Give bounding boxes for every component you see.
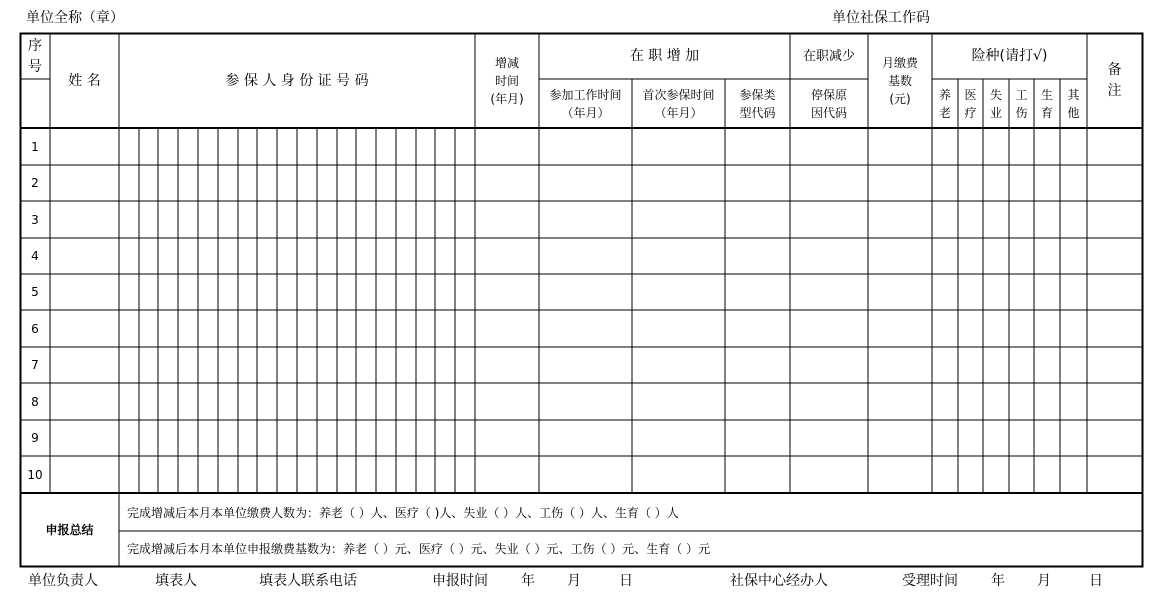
col-increase-group-header: 在 职 增 加 xyxy=(629,48,700,64)
footer-filler-phone-label: 填表人联系电话 xyxy=(259,573,357,589)
injury-line1: 工 xyxy=(1015,87,1028,102)
col-injury-header xyxy=(1009,79,1034,128)
col-seq-header xyxy=(20,34,50,79)
org-name-label: 单位全称（章） xyxy=(26,10,124,26)
col-decrease-group-header: 在职减少 xyxy=(802,48,855,64)
stop-reason-line1: 停保原 xyxy=(810,87,847,102)
insured-type-line1: 参保类 xyxy=(739,87,776,102)
col-unemployment-header xyxy=(983,79,1009,128)
row-number: 1 xyxy=(31,140,39,154)
row-number: 8 xyxy=(31,394,39,409)
col-insured-type-header xyxy=(725,79,790,128)
change-time-line2: 时间 xyxy=(494,74,519,88)
row-number: 10 xyxy=(27,467,43,482)
row-number: 5 xyxy=(31,285,39,299)
footer-accept-day: 日 xyxy=(1089,573,1103,589)
monthly-base-line3: (元) xyxy=(889,92,911,106)
summary-headcount-line: 完成增减后本月本单位缴费人数为：养老（ ）人、医疗（ )人、失业（ ）人、工伤（ ）人、生育（ ）人 xyxy=(127,506,679,520)
pension-line1: 养 xyxy=(938,87,951,102)
footer-responsible-label: 单位负责人 xyxy=(28,573,98,589)
first-insured-time-line2: （年月） xyxy=(654,105,703,120)
row-number: 2 xyxy=(31,176,39,190)
pension-line2: 老 xyxy=(938,105,951,120)
footer-accept-time-label: 受理时间 xyxy=(902,573,958,589)
col-other-header xyxy=(1060,79,1087,128)
col-change-time-header xyxy=(475,34,539,128)
footer-accept-month: 月 xyxy=(1037,573,1051,589)
row-number: 4 xyxy=(31,249,39,263)
footer-report-time-label: 申报时间 xyxy=(432,573,488,589)
seq-header-line1: 序 xyxy=(28,37,42,54)
maternity-line2: 育 xyxy=(1040,105,1053,120)
join-work-time-line2: （年月） xyxy=(561,105,610,120)
footer-report-day: 日 xyxy=(619,573,633,589)
col-stop-reason-header xyxy=(790,79,868,128)
insured-type-line2: 型代码 xyxy=(739,105,776,120)
col-remark-header xyxy=(1087,34,1142,128)
row-number: 9 xyxy=(31,431,39,445)
row-number: 6 xyxy=(31,321,39,336)
col-insurance-group-header: 险种(请打√) xyxy=(971,48,1048,64)
other-line1: 其 xyxy=(1067,87,1080,102)
footer-center-handler-label: 社保中心经办人 xyxy=(730,573,828,589)
stop-reason-line2: 因代码 xyxy=(810,105,847,120)
col-join-work-time-header xyxy=(539,79,632,128)
summary-label: 申报总结 xyxy=(45,523,94,537)
col-medical-header xyxy=(958,79,983,128)
join-work-time-line1: 参加工作时间 xyxy=(549,87,622,102)
footer-report-year: 年 xyxy=(521,573,535,589)
row-number: 3 xyxy=(31,212,39,227)
medical-line2: 疗 xyxy=(964,105,977,120)
first-insured-time-line1: 首次参保时间 xyxy=(642,87,715,102)
monthly-base-line2: 基数 xyxy=(887,74,912,88)
seq-header-line2: 号 xyxy=(28,58,42,75)
maternity-line1: 生 xyxy=(1040,87,1053,102)
row-number: 7 xyxy=(31,358,39,372)
footer-report-month: 月 xyxy=(567,573,581,589)
remark-line1: 备 xyxy=(1107,62,1122,78)
injury-line2: 伤 xyxy=(1015,105,1028,120)
remark-line2: 注 xyxy=(1107,83,1122,99)
medical-line1: 医 xyxy=(964,87,977,102)
footer-filler-label: 填表人 xyxy=(155,573,197,589)
col-first-insured-time-header xyxy=(632,79,725,128)
col-name-header: 姓 名 xyxy=(68,72,101,89)
col-id-number-header: 参 保 人 身 份 证 号 码 xyxy=(225,72,369,89)
col-monthly-base-header xyxy=(868,34,932,128)
other-line2: 他 xyxy=(1067,105,1080,120)
change-time-line3: (年月) xyxy=(490,92,524,106)
org-code-label: 单位社保工作码 xyxy=(832,10,930,26)
summary-base-line: 完成增减后本月本单位申报缴费基数为：养老（ ）元、医疗（ ）元、失业（ ）元、工伤（ ）元、生育（ ）元 xyxy=(127,542,711,556)
monthly-base-line1: 月缴费 xyxy=(881,56,918,70)
change-time-line1: 增减 xyxy=(494,56,519,70)
col-pension-header xyxy=(932,79,958,128)
unemployment-line2: 业 xyxy=(989,105,1002,120)
footer-accept-year: 年 xyxy=(991,573,1005,589)
unemployment-line1: 失 xyxy=(989,87,1002,102)
col-maternity-header xyxy=(1034,79,1060,128)
